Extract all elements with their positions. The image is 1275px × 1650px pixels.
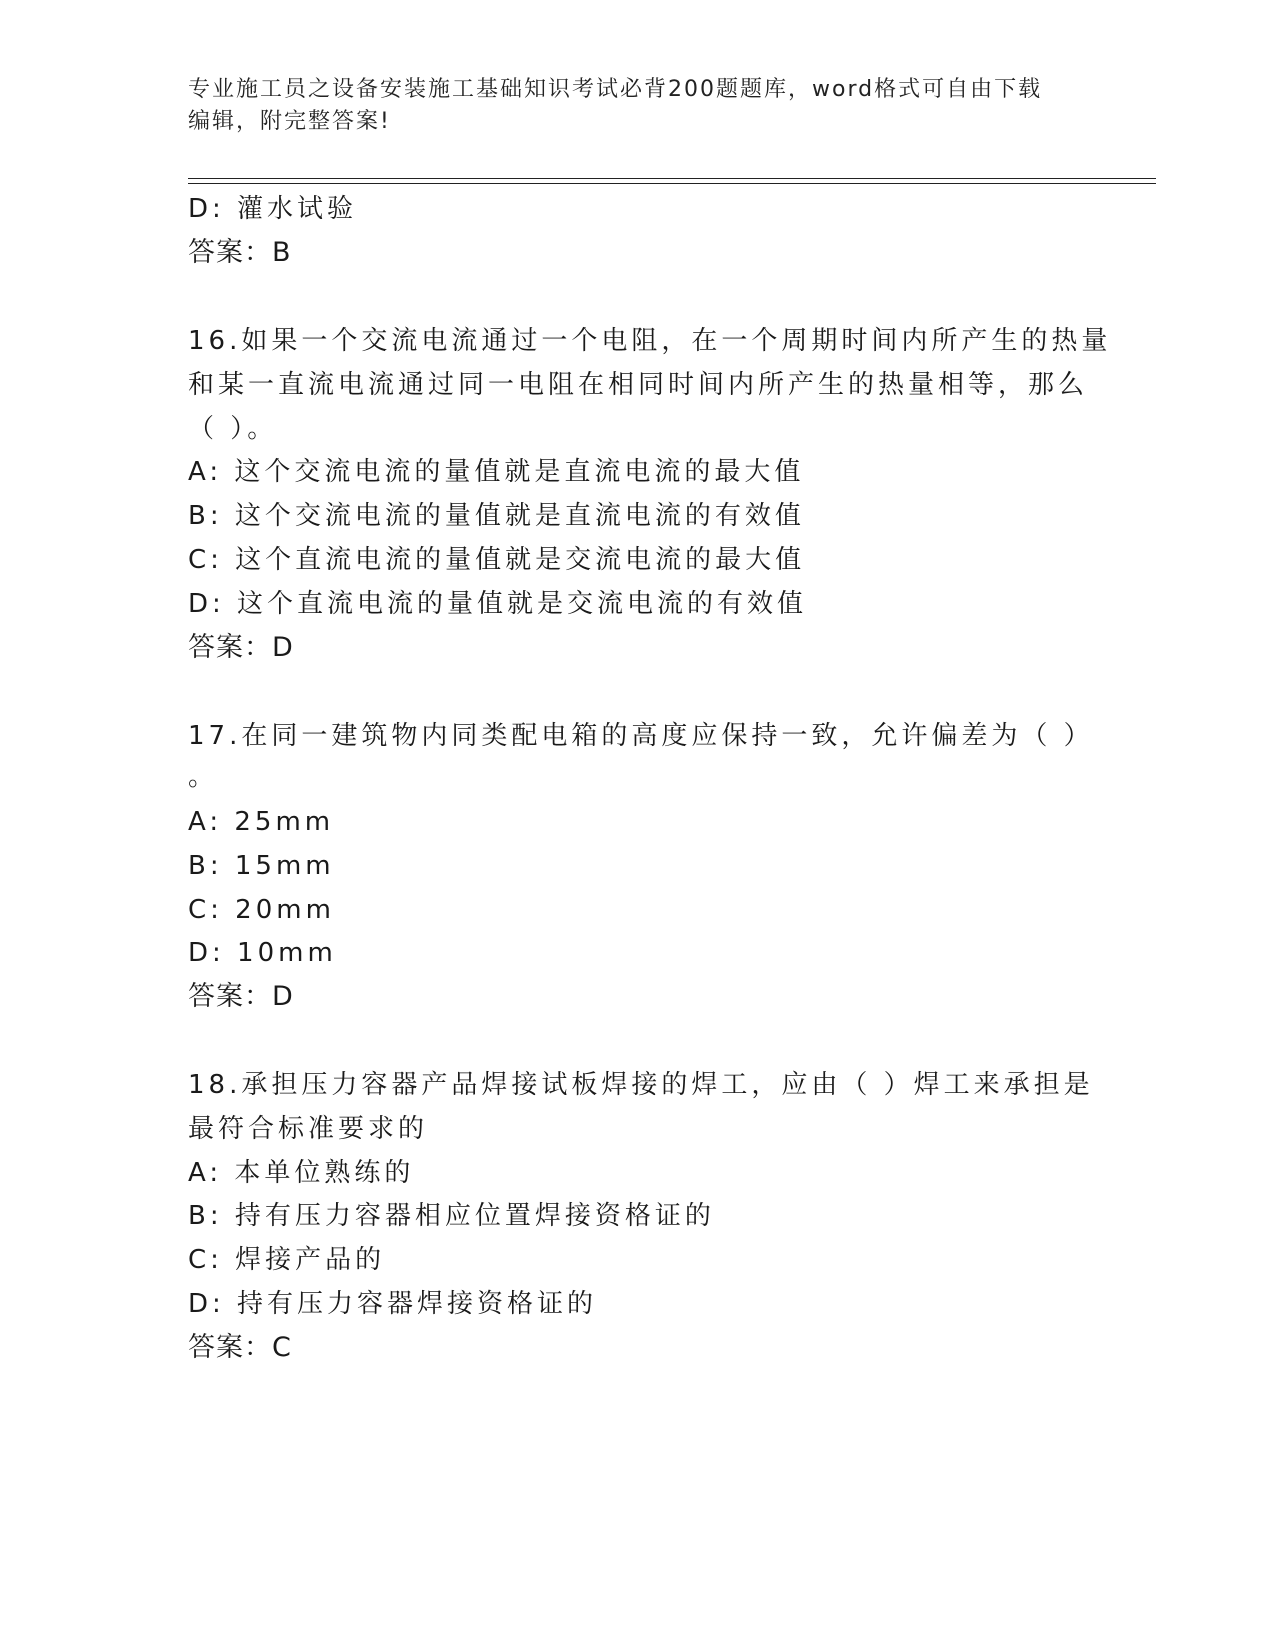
q15-option-d: D: 灌水试验 <box>188 194 358 224</box>
q15-answer: 答案：B <box>188 237 292 268</box>
q18-option-d: D: 持有压力容器焊接资格证的 <box>188 1289 598 1319</box>
q16-option-c: C: 这个直流电流的量值就是交流电流的最大值 <box>188 545 806 575</box>
q18-stem-line-2: 最符合标准要求的 <box>188 1114 429 1144</box>
header-line-2: 编辑，附完整答案! <box>188 109 391 134</box>
q16-stem-line-2: 和某一直流电流通过同一电阻在相同时间内所产生的热量相等，那么 <box>188 370 1089 400</box>
q17-stem-line-1: 17.在同一建筑物内同类配电箱的高度应保持一致，允许偏差为（ ） <box>188 721 1094 751</box>
q17-option-a: A: 25mm <box>188 807 335 837</box>
q18-option-c: C: 焊接产品的 <box>188 1245 386 1275</box>
document-header <box>188 74 1088 138</box>
q18-option-b: B: 持有压力容器相应位置焊接资格证的 <box>188 1201 715 1231</box>
q18-stem-line-1: 18.承担压力容器产品焊接试板焊接的焊工，应由（ ）焊工来承担是 <box>188 1070 1094 1100</box>
q16-option-a: A: 这个交流电流的量值就是直流电流的最大值 <box>188 457 805 487</box>
q17-option-c: C: 20mm <box>188 895 335 925</box>
header-divider-bottom <box>188 183 1156 184</box>
q18-option-a: A: 本单位熟练的 <box>188 1158 415 1188</box>
q16-option-d: D: 这个直流电流的量值就是交流电流的有效值 <box>188 589 808 619</box>
header-divider-top <box>188 178 1156 179</box>
q17-option-d: D: 10mm <box>188 938 337 968</box>
q18-answer: 答案：C <box>188 1332 292 1363</box>
q16-option-b: B: 这个交流电流的量值就是直流电流的有效值 <box>188 501 805 531</box>
q16-stem-line-1: 16.如果一个交流电流通过一个电阻，在一个周期时间内所产生的热量 <box>188 326 1112 356</box>
q16-answer: 答案：D <box>188 632 294 663</box>
q16-stem-line-3: （ ）。 <box>188 414 278 444</box>
header-line-1: 专业施工员之设备安装施工基础知识考试必背200题题库，word格式可自由下载 <box>188 77 1043 102</box>
q17-stem-line-2: 。 <box>188 762 219 792</box>
q17-option-b: B: 15mm <box>188 851 335 881</box>
q17-answer: 答案：D <box>188 981 294 1012</box>
